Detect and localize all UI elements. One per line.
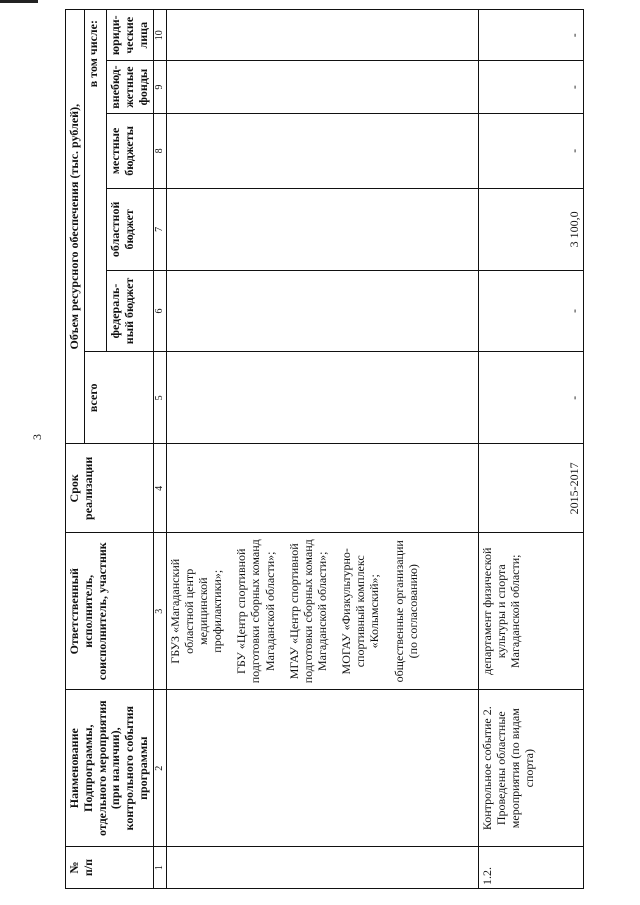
row-local: -: [478, 113, 583, 188]
header-row-1: [66, 10, 85, 889]
header-volume: Объем ресурсного обеспечения (тыс. рублей),: [66, 10, 85, 444]
responsible-entry: общественные организации (по согласованию): [391, 540, 420, 683]
header-including: в том числе:: [84, 10, 107, 352]
row-name: Контрольное событие 2. Проведены областные мероприятия (по видам спорта): [478, 690, 583, 847]
col-number: 3: [153, 533, 166, 690]
header-period: Срок реализации: [66, 444, 154, 533]
responsible-entry: ГБУЗ «Магаданский областной центр медицинской профилактики»;: [167, 558, 225, 664]
col-number: 9: [153, 61, 166, 113]
row-total: -: [478, 352, 583, 444]
responsible-entry: МГАУ «Центр спортивной подготовки сборных команд Магаданской области»;: [286, 539, 329, 684]
row-legal: [166, 10, 478, 61]
header-num: № п/п: [66, 847, 154, 889]
col-number: 4: [153, 444, 166, 533]
responsible-entry: ГБУ «Центр спортивной подготовки сборных команд Магаданской области»;: [234, 539, 277, 684]
header-total: всего: [84, 352, 153, 444]
resource-table: [65, 9, 584, 889]
col-number: 5: [153, 352, 166, 444]
row-regional: [166, 189, 478, 271]
row-num: 1.2.: [478, 847, 583, 889]
row-federal: -: [478, 270, 583, 352]
row-responsible: [166, 533, 478, 690]
col-number: 8: [153, 113, 166, 188]
row-responsible: департамент физической культуры и спорта Магаданской области;: [478, 533, 583, 690]
col-number: 7: [153, 189, 166, 271]
header-legal: юриди-ческие лица: [107, 10, 153, 61]
row-offbudget: [166, 61, 478, 113]
header-offbudget: внебюд-жетные фонды: [107, 61, 153, 113]
row-total: [166, 352, 478, 444]
row-offbudget: -: [478, 61, 583, 113]
col-number: 10: [153, 10, 166, 61]
header-local: местные бюджеты: [107, 113, 153, 188]
row-federal: [166, 270, 478, 352]
row-name: [166, 690, 478, 847]
row-period: [166, 444, 478, 533]
table-row: [166, 10, 478, 889]
rotated-table-wrapper: [65, 9, 620, 889]
responsible-entry: МОГАУ «Физкультурно-спортивный комплекс «Колымский»;: [339, 548, 382, 675]
row-num: [166, 847, 478, 889]
header-regional: областной бюджет: [107, 189, 153, 271]
header-responsible: Ответственный исполнитель, соисполнитель, участник: [66, 533, 154, 690]
row-local: [166, 113, 478, 188]
row-period: 2015-2017: [478, 444, 583, 533]
scan-mark: [0, 0, 38, 3]
col-number: 1: [153, 847, 166, 889]
header-federal: федераль-ный бюджет: [107, 270, 153, 352]
table-row: [478, 10, 583, 889]
header-name: Наименование Подпрограммы, отдельного мероприятия (при наличии), контрольного события программы: [66, 690, 154, 847]
col-number: 6: [153, 270, 166, 352]
row-legal: -: [478, 10, 583, 61]
page-number: 3: [30, 434, 44, 440]
col-number: 2: [153, 690, 166, 847]
row-regional: 3 100,0: [478, 189, 583, 271]
column-number-row: [153, 10, 166, 889]
